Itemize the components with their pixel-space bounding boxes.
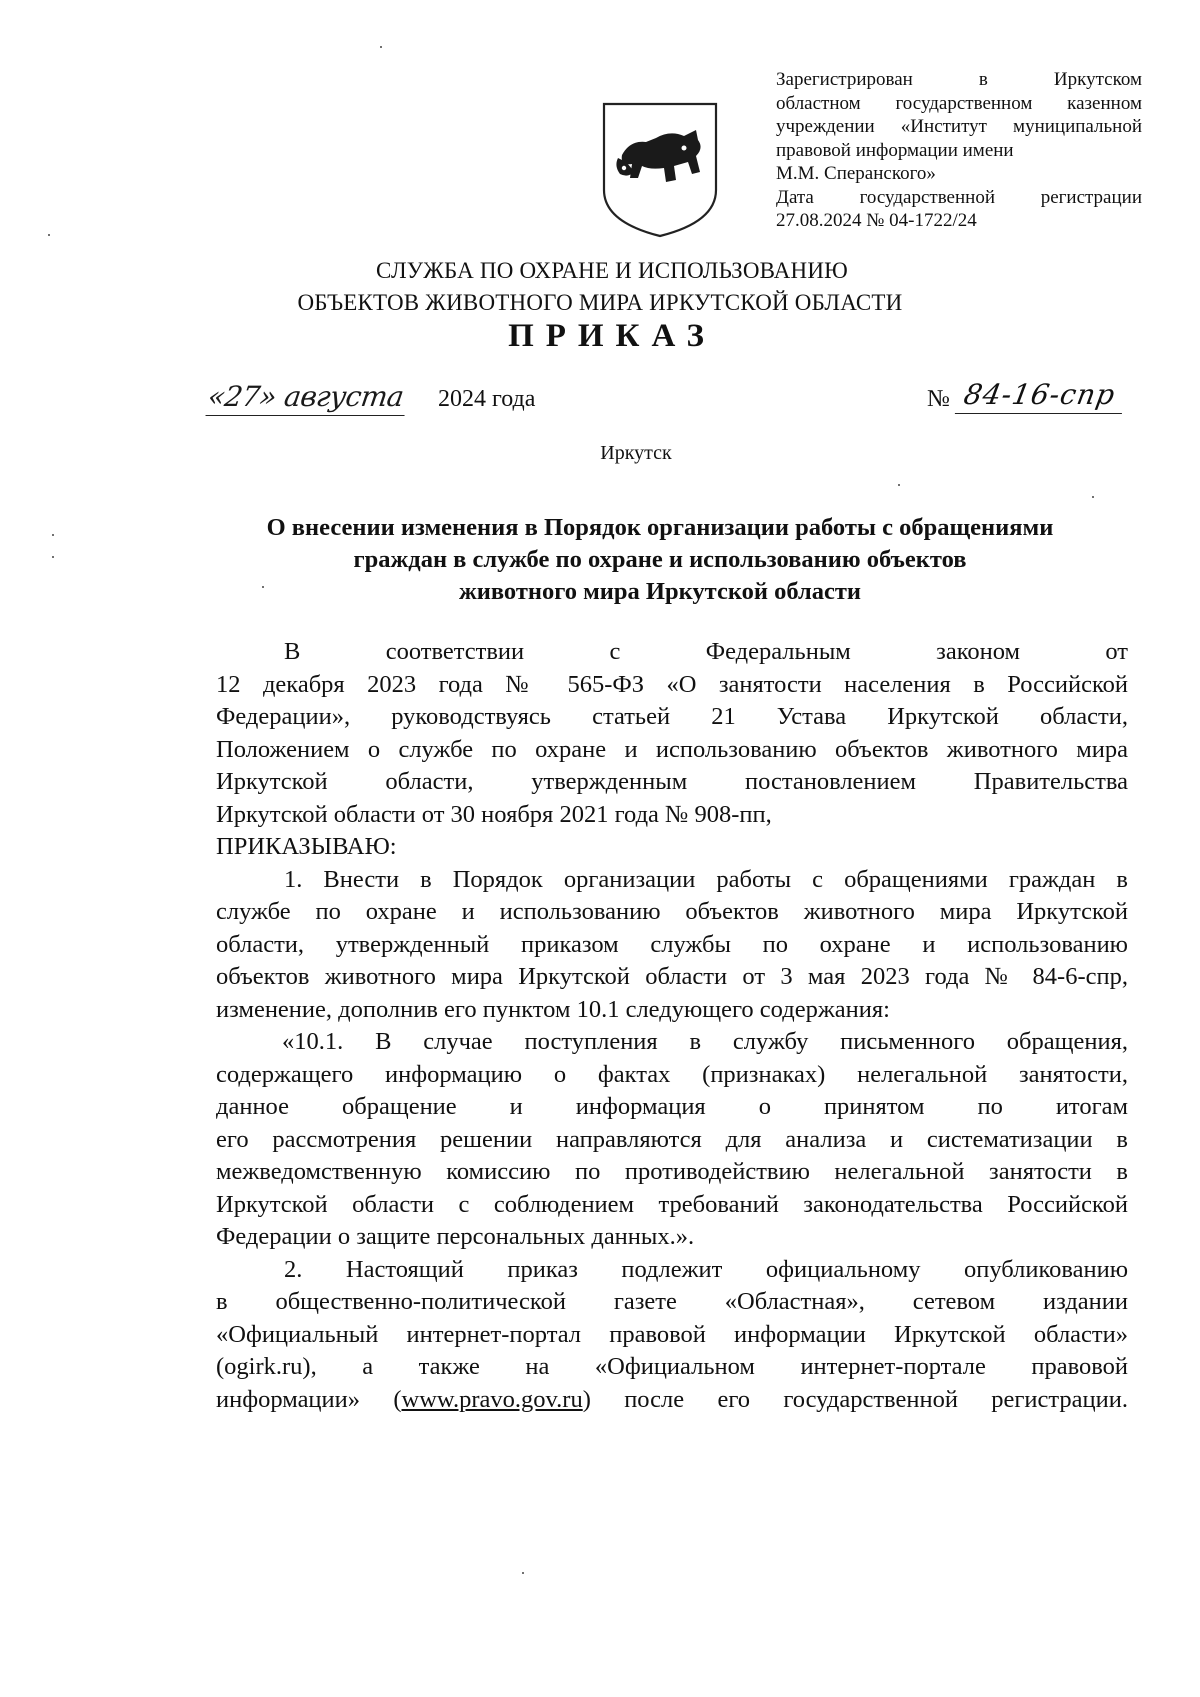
scan-speck <box>898 484 900 486</box>
registration-line: учреждении «Институт муниципальной <box>776 116 1142 137</box>
registration-line: областном государственном казенном <box>776 92 1142 114</box>
body-line: Иркутской области, утвержденным постановлением Правительства <box>216 768 1128 795</box>
pravo-gov-link[interactable]: www.pravo.gov.ru <box>401 1385 583 1413</box>
body-line: Иркутской области с соблюдением требований законодательства Российской <box>216 1190 1128 1218</box>
body-line: службе по охране и использованию объектов животного мира Иркутской <box>216 898 1128 925</box>
order-command-word: ПРИКАЗЫВАЮ: <box>216 833 397 860</box>
body-line: Федерации о защите персональных данных.». <box>216 1223 695 1250</box>
order-heading <box>200 512 1120 608</box>
body-line: Иркутской области от 30 ноября 2021 года № 908-пп, <box>216 800 772 828</box>
body-text: ) после его государственной регистрации. <box>582 1385 1128 1413</box>
body-line: «10.1. В случае поступления в службу письменного обращения, <box>282 1028 1128 1055</box>
scan-speck <box>522 1572 524 1574</box>
registration-line: М.М. Сперанского» <box>776 163 936 184</box>
registration-date-number: 27.08.2024 № 04-1722/24 <box>776 210 977 231</box>
scan-speck <box>52 556 54 558</box>
body-line: Положением о службе по охране и использованию объектов животного мира <box>216 735 1128 763</box>
order-number-handwritten: 84-16-спр <box>955 378 1128 414</box>
order-number-label: № <box>927 386 950 412</box>
registration-line: правовой информации имени <box>776 139 1014 161</box>
body-line: 12 декабря 2023 года № 565-ФЗ «О занятости населения в Российской <box>216 670 1128 698</box>
body-line: 1. Внести в Порядок организации работы с обращениями граждан в <box>284 865 1128 893</box>
body-line: Федерации», руководствуясь статьей 21 Устава Иркутской области, <box>216 703 1128 730</box>
body-line: данное обращение и информация о принятом по итогам <box>216 1093 1128 1120</box>
scan-speck <box>1092 496 1094 498</box>
body-line: области, утвержденный приказом службы по охране и использованию <box>216 930 1128 958</box>
agency-name-line-1: СЛУЖБА ПО ОХРАНЕ И ИСПОЛЬЗОВАНИЮ <box>376 258 848 283</box>
body-line: содержащего информацию о фактах (признаках) нелегальной занятости, <box>216 1060 1128 1088</box>
body-line: В соответствии с Федеральным законом от <box>284 638 1128 665</box>
body-line: изменение, дополнив его пунктом 10.1 следующего содержания: <box>216 995 890 1023</box>
body-line: «Официальный интернет-портал правовой информации Иркутской области» <box>216 1320 1128 1348</box>
scan-speck <box>48 234 50 236</box>
order-date-year: 2024 года <box>438 386 536 412</box>
registration-note <box>776 68 1142 233</box>
heading-line: О внесении изменения в Порядок организации работы с обращениями <box>266 514 1054 541</box>
scan-speck <box>380 46 382 48</box>
agency-name-line-2: ОБЪЕКТОВ ЖИВОТНОГО МИРА ИРКУТСКОЙ ОБЛАСТИ <box>297 290 903 315</box>
registration-line: Зарегистрирован в Иркутском <box>776 69 1142 90</box>
document-type-title: ПРИКАЗ <box>508 318 716 354</box>
body-line: в общественно-политической газете «Областная», сетевом издании <box>216 1288 1128 1315</box>
coat-of-arms-emblem <box>600 100 720 240</box>
body-line: объектов животного мира Иркутской области от 3 мая 2023 года № 84-6-спр, <box>216 963 1128 990</box>
issue-city: Иркутск <box>600 442 672 464</box>
registration-line: Дата государственной регистрации <box>776 186 1142 208</box>
order-body <box>216 636 1128 1416</box>
body-line: 2. Настоящий приказ подлежит официальному опубликованию <box>284 1255 1128 1283</box>
body-text: информации» ( <box>216 1385 402 1413</box>
scan-speck <box>52 534 54 536</box>
body-line: (ogirk.ru), а также на «Официальном интернет-портале правовой <box>216 1353 1128 1380</box>
heading-line: животного мира Иркутской области <box>458 578 862 605</box>
scan-speck <box>262 586 264 588</box>
heading-line: граждан в службе по охране и использованию объектов <box>353 546 967 573</box>
body-line: его рассмотрения решении направляются для анализа и систематизации в <box>216 1125 1128 1153</box>
body-line: межведомственную комиссию по противодействию нелегальной занятости в <box>216 1158 1128 1185</box>
body-line-with-link <box>216 1384 1128 1417</box>
order-date-handwritten: «27» августа <box>205 380 409 416</box>
